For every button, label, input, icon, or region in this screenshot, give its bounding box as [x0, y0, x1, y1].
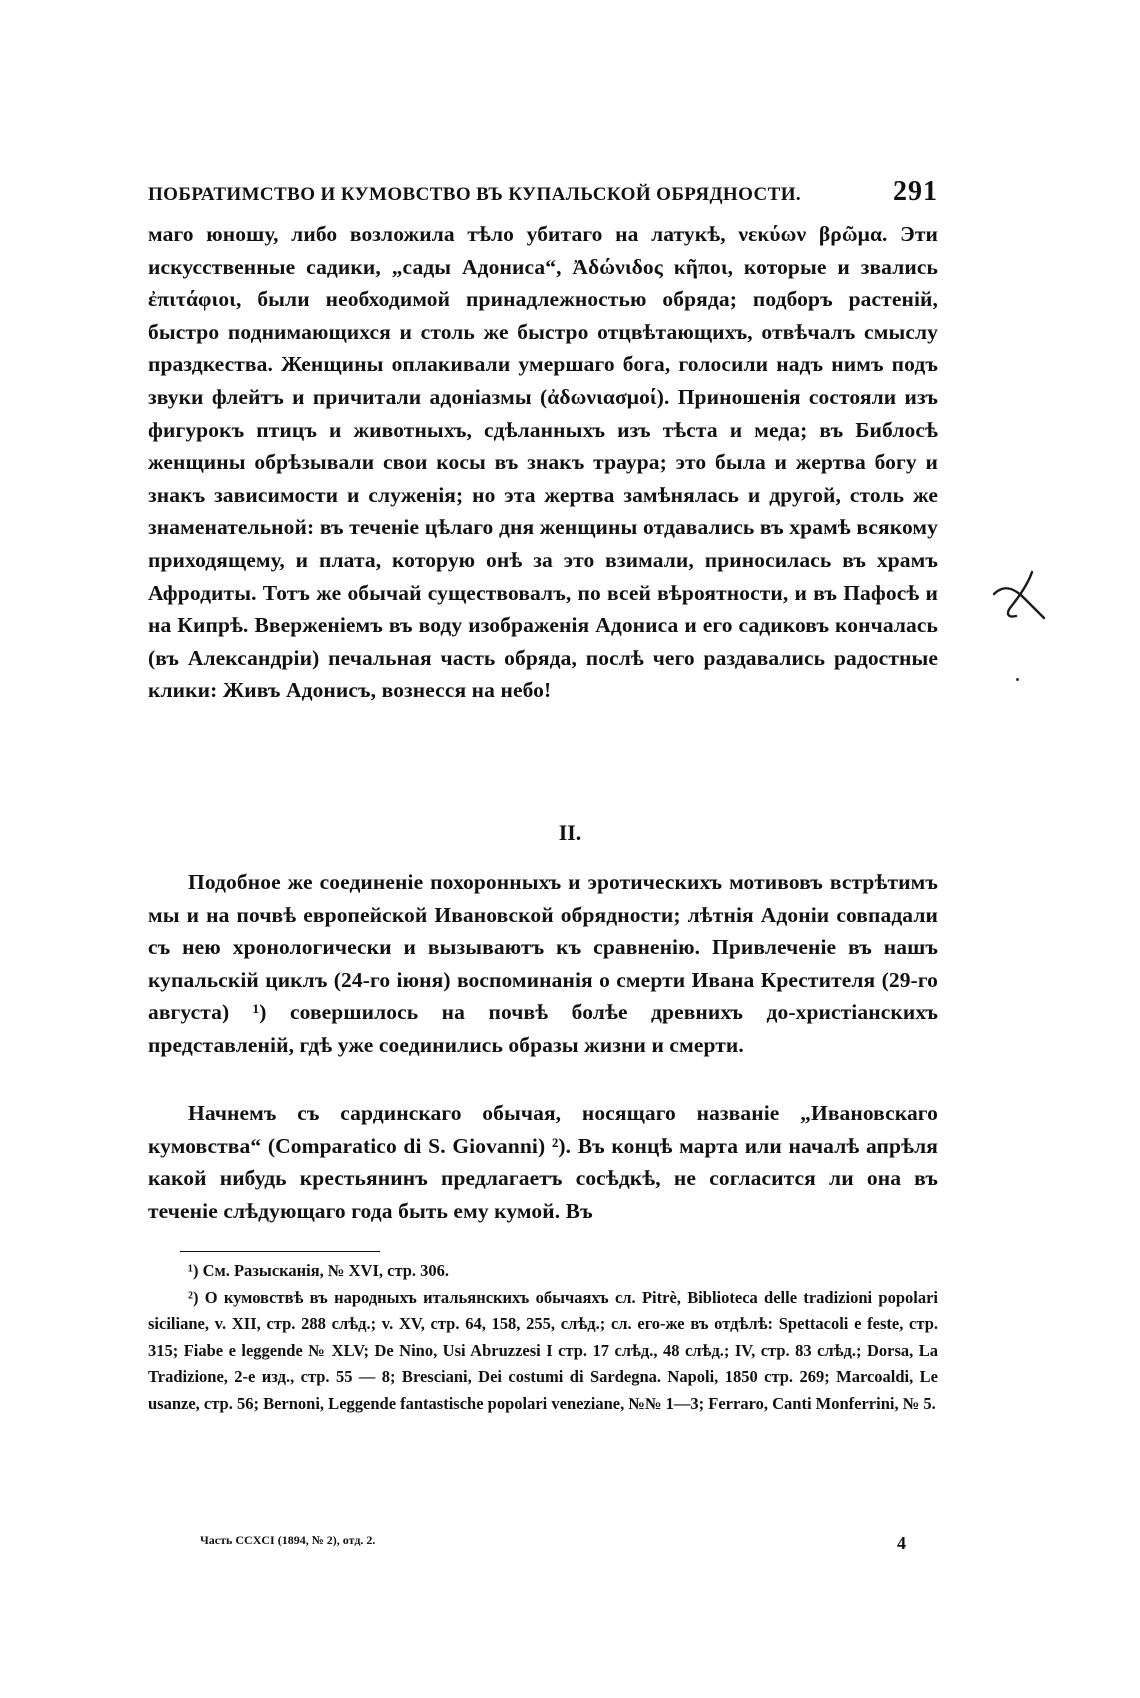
footnote: ¹) См. Разысканія, № XVI, стр. 306.	[188, 1261, 450, 1280]
paragraph-block-3	[148, 1097, 938, 1227]
handwritten-margin-mark-icon	[988, 568, 1048, 628]
paragraph: Начнемъ съ сардинскаго обычая, носящаго названіе „Ивановскаго кумовства“ (Comparatico di S. Giovanni) ²). Въ концѣ марта или началѣ апрѣля какой нибудь крестьянинъ предлагаетъ сосѣдкѣ, не согласится ли она въ теченіе слѣдующаго года быть ему кумой. Въ	[148, 1101, 938, 1223]
paper-speck	[1016, 678, 1019, 681]
paragraph: Подобное же соединеніе похоронныхъ и эротическихъ мотивовъ встрѣтимъ мы и на почвѣ европейской Ивановской обрядности; лѣтнія Адоніи совпадали съ нею хронологически и вызываютъ къ сравненію. Привлеченіе въ нашъ купальскій циклъ (24-го іюня) воспоминанія о смерти Ивана Крестителя (29-го августа) ¹) совершилось на почвѣ болѣе древнихъ до-христіанскихъ представленій, гдѣ уже соединились образы жизни и смерти.	[148, 870, 938, 1057]
footnote-divider	[180, 1251, 380, 1252]
printer-signature: Часть CCXCI (1894, № 2), отд. 2.	[200, 1533, 376, 1547]
header-title: ПОБРАТИМСТВО И КУМОВСТВО ВЪ КУПАЛЬСКОЙ ОБРЯДНОСТИ.	[148, 184, 802, 205]
running-header	[148, 176, 938, 208]
section-heading: II.	[558, 820, 582, 845]
page-number: 291	[893, 176, 938, 207]
sheet-number: 4	[897, 1533, 906, 1553]
footnote: ²) О кумовствѣ въ народныхъ итальянскихъ обычаяхъ сл. Pitrè, Biblioteca delle tradizioni popolari siciliane, v. XII, стр. 288 слѣд.; v. XV, стр. 64, 158, 255, слѣд.; сл. его-же въ отдѣлѣ: Spettacoli e feste, стр. 315; Fiabe e leggende № XLV; De Nino, Usi Abruzzesi I стр. 17 слѣд., 48 слѣд.; IV, стр. 83 слѣд.; Dorsa, La Tradizione, 2-е изд., стр. 55 — 8; Bresciani, Dei costumi di Sardegna. Napoli, 1850 стр. 269; Marcoaldi, Le usanze, стр. 56; Bernoni, Leggende fantastische popolari veneziane, №№ 1—3; Ferraro, Canti Monferrini, № 5.	[148, 1287, 938, 1413]
footnotes	[148, 1258, 938, 1418]
paragraph-block-2	[148, 866, 938, 1062]
page-footer	[200, 1533, 906, 1554]
paragraph: маго юношу, либо возложила тѣло убитаго на латукѣ, νεκύων βρῶμα. Эти искусственные садики, „сады Адониса“, Ἀδώνιδος κῆποι, которые и звались ἐπιτάφιοι, были необходимой принадлежностью обряда; подборъ растеній, быстро поднимающихся и столь же быстро отцвѣтающихъ, отвѣчалъ смыслу праздкества. Женщины оплакивали умершаго бога, голосили надъ нимъ подъ звуки флейтъ и причитали адоніазмы (ἀδωνιασμοί). Приношенія состояли изъ фигурокъ птицъ и животныхъ, сдѣланныхъ изъ тѣста и меда; въ Библосѣ женщины обрѣзывали свои косы въ знакъ траура; это была и жертва богу и знакъ зависимости и служенія; но эта жертва замѣнялась и другой, столь же знаменательной: въ теченіе цѣлаго дня женщины отдавались въ храмѣ всякому приходящему, и плата, которую онѣ за это взимали, приносилась въ храмъ Афродиты. Тотъ же обычай существовалъ, по всей вѣроятности, и въ Пафосѣ и на Кипрѣ. Вверженіемъ въ воду изображенія Адониса и его садиковъ кончалась (въ Александріи) печальная часть обряда, послѣ чего раздавались радостные клики: Живъ Адонисъ, вознесся на небо!	[148, 222, 938, 703]
paragraph-block-1	[148, 218, 938, 707]
